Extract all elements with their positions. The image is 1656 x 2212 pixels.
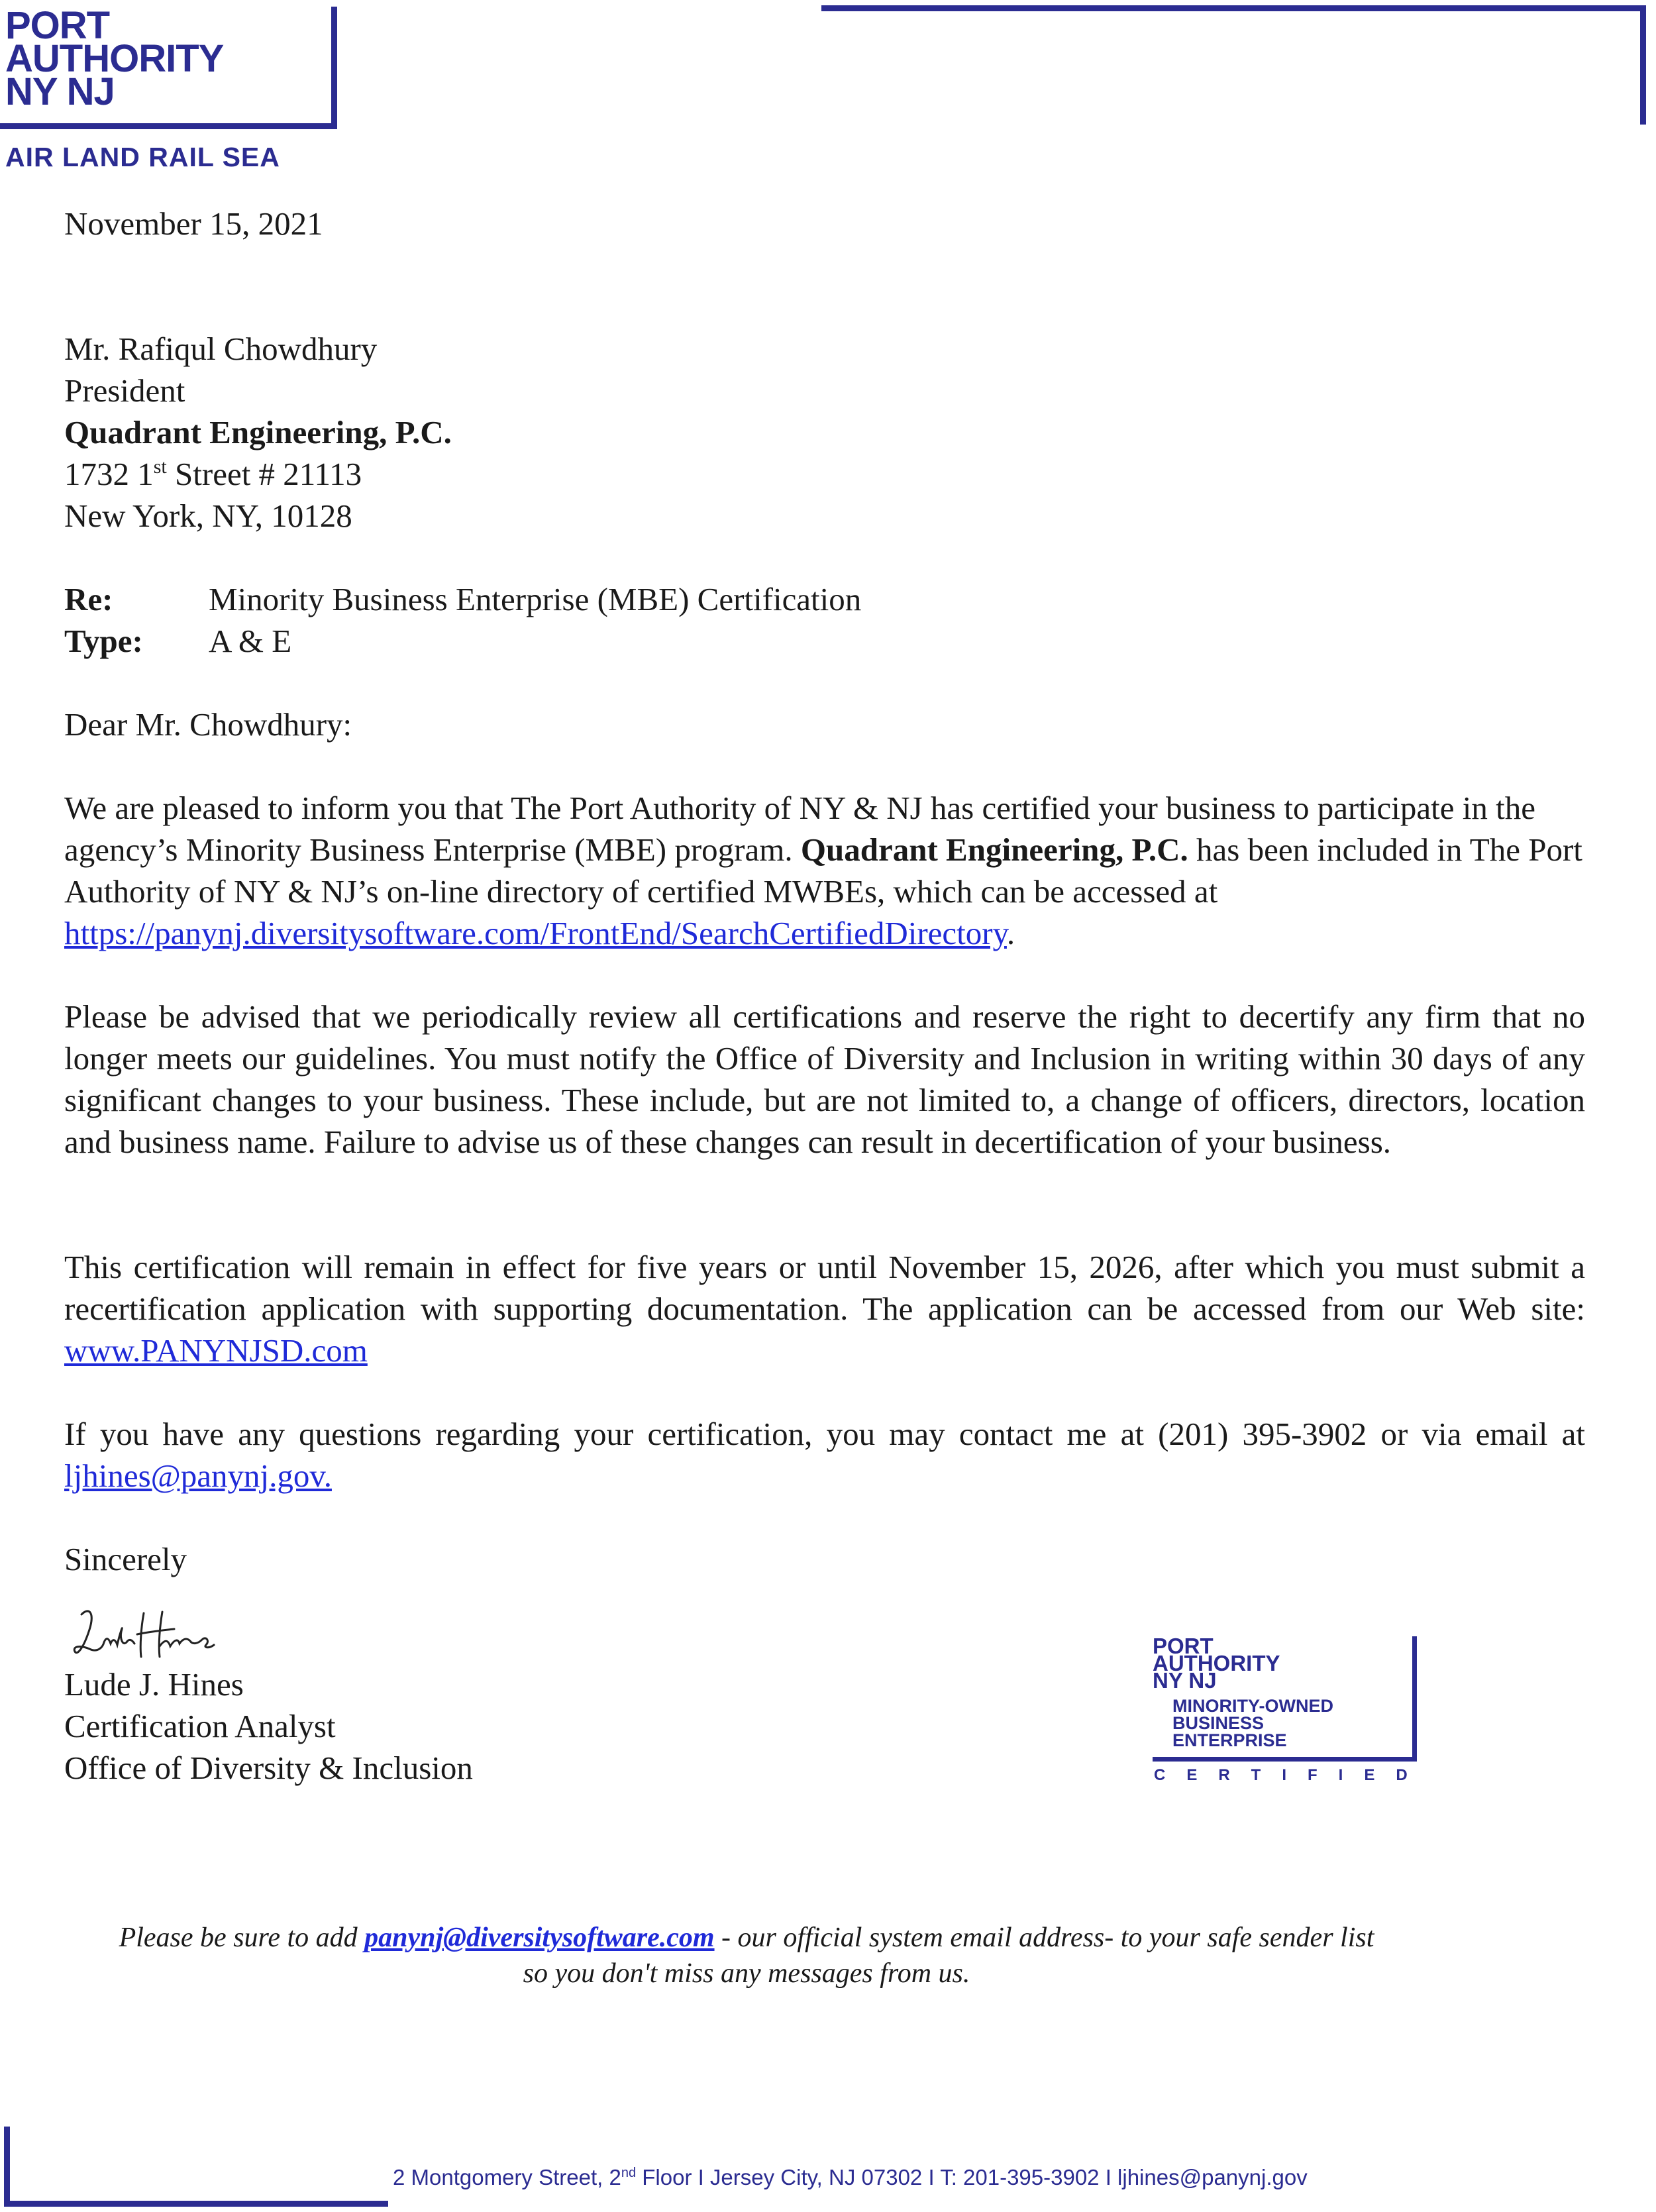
recipient-title: President xyxy=(64,372,185,409)
signer-office: Office of Diversity & Inclusion xyxy=(64,1750,473,1786)
re-line xyxy=(64,578,861,620)
recipient-name: Mr. Rafiqul Chowdhury xyxy=(64,331,378,367)
recipient-address: 1732 1st Street # 21113 xyxy=(64,456,362,492)
footer-rule xyxy=(4,2201,388,2207)
paragraph-advisory: Please be advised that we periodically review all certifications and reserve the right to decertify any firm that no longer meets our guidelines. You must notify the Office of Diversity and Inclusion in writing within 30 days of any significant changes to your business. These include, but are not limited to, a change of officers, directors, location and business name. Failure to advise us of these changes can result in decertification of your business. xyxy=(64,998,1585,1160)
letter-date: November 15, 2021 xyxy=(64,205,323,242)
re-value: Minority Business Enterprise (MBE) Certification xyxy=(209,581,862,617)
salutation: Dear Mr. Chowdhury: xyxy=(64,706,352,743)
company-bold: Quadrant Engineering, P.C. xyxy=(800,831,1188,868)
type-value: A & E xyxy=(209,623,292,659)
badge-line-nynj: NY NJ xyxy=(1153,1668,1217,1693)
type-line xyxy=(64,620,291,662)
badge-certified: CERTIFIED xyxy=(1154,1766,1429,1784)
re-label: Re: xyxy=(64,581,113,617)
port-authority-logo xyxy=(0,4,337,129)
badge-line-enterprise: ENTERPRISE xyxy=(1172,1730,1287,1750)
paragraph-validity: This certification will remain in effect for five years or until November 15, 2026, after which you must submit a recertification application with supporting documentation. The application can be accessed from our Web site: www.PANYNJSD.com xyxy=(64,1249,1585,1369)
footer-side-rule xyxy=(4,2127,10,2206)
header-side-rule xyxy=(1640,5,1646,125)
badge-line-port: PORT xyxy=(1153,1634,1214,1658)
header-rule xyxy=(821,5,1646,11)
badge-line-business: BUSINESS xyxy=(1172,1713,1265,1733)
closing: Sincerely xyxy=(64,1541,187,1577)
signature-image xyxy=(63,1593,262,1673)
badge-line-authority: AUTHORITY xyxy=(1153,1651,1280,1675)
mbe-certified-badge xyxy=(1153,1634,1429,1789)
type-label: Type: xyxy=(64,623,143,659)
badge-line-minority-owned: MINORITY-OWNED xyxy=(1172,1696,1333,1716)
logo-tagline: AIR LAND RAIL SEA xyxy=(5,142,280,172)
safe-sender-notice: Please be sure to add panynj@diversitysoftware.com - our official system email address- to your safe sender list so you don't miss any messages from us. xyxy=(119,1922,1374,1989)
website-link[interactable]: www.PANYNJSD.com xyxy=(64,1332,368,1369)
directory-link[interactable]: https://panynj.diversitysoftware.com/FrontEnd/SearchCertifiedDirectory xyxy=(64,915,1007,951)
logo-line-authority: AUTHORITY xyxy=(5,37,224,80)
recipient-company: Quadrant Engineering, P.C. xyxy=(64,414,452,450)
footer-address: 2 Montgomery Street, 2nd Floor I Jersey City, NJ 07302 I T: 201-395-3902 I ljhines@panynj.gov xyxy=(393,2165,1308,2189)
recipient-city: New York, NY, 10128 xyxy=(64,498,352,534)
logo-line-nynj: NY NJ xyxy=(5,70,115,113)
signer-name: Lude J. Hines xyxy=(64,1666,244,1703)
signer-title: Certification Analyst xyxy=(64,1708,336,1744)
paragraph-contact: If you have any questions regarding your certification, you may contact me at (201) 395-3902 or via email at ljhines@panynj.gov. xyxy=(64,1416,1585,1494)
paragraph-certification: We are pleased to inform you that The Port Authority of NY & NJ has certified your business to participate in the agency’s Minority Business Enterprise (MBE) program. Quadrant Engineering, P.C. has been included in The Port Authority of NY & NJ’s on-line directory of certified MWBEs, which can be accessed at https://panynj.diversitysoftware.com/FrontEnd/SearchCertifiedDirectory. xyxy=(64,790,1582,951)
logo-line-port: PORT xyxy=(5,4,110,47)
safe-sender-email-link[interactable]: panynj@diversitysoftware.com xyxy=(364,1922,715,1953)
email-link[interactable]: ljhines@panynj.gov. xyxy=(64,1457,332,1494)
